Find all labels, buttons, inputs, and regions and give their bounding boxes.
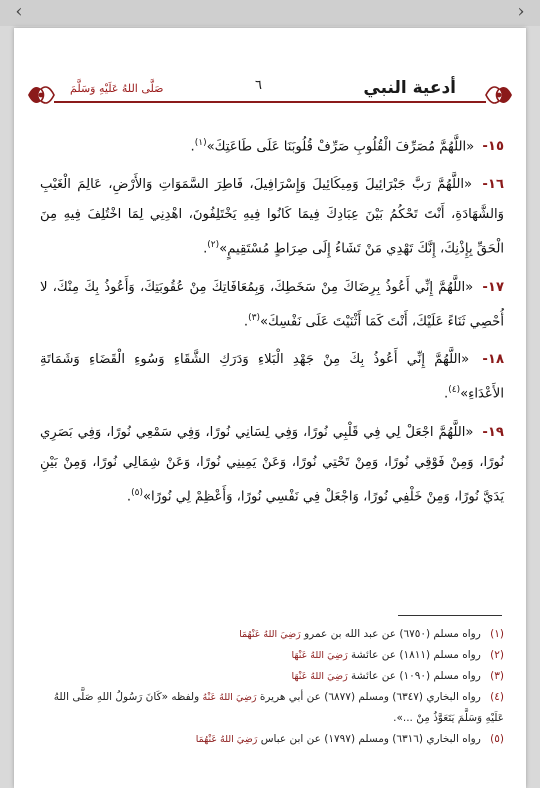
dua-item: ١٩- «اللَّهُمَّ اجْعَلْ لِي فِي قَلْبِي نُورًا، وَفِي لِسَانِي نُورًا، وَفِي سَمْعِي نُورًا، وَفِي بَصَرِي نُورًا، وَمِنْ فَوْقِي نُورًا، وَمِنْ تَحْتِي نُورًا، وَعَنْ يَمِينِي نُورًا، وَعَنْ شِمَالِي نُورًا، وَمِنْ بَيْنِ يَدَيَّ نُورًا، وَمِنْ خَلْفِي نُورًا، وَاجْعَلْ فِي نَفْسِي نُورًا، وَأَعْظِمْ لِي نُورًا»$^{(٥)}$. [40,424,504,504]
page-number: ٦ [250,78,267,93]
chevron-right-icon[interactable]: › [517,0,525,22]
page-title: أدعية النبي [357,78,462,98]
honorific: رَضِيَ اللهُ عَنْهُمَا [239,629,301,640]
dua-number: ١٦- [482,177,504,193]
viewer-toolbar [0,0,540,26]
dua-list [40,128,504,520]
honorific: رَضِيَ اللهُ عَنْهُ [202,692,257,703]
footnote-text: رواه مسلم (١٨١١) عن عائشة [351,649,481,661]
footnote-ref[interactable]: (١) [194,138,207,148]
footnote-ref[interactable]: (٤) [448,385,461,396]
dua-number: ١٥- [482,139,504,155]
dua-item: ١٦- «اللَّهُمَّ رَبَّ جَبْرَائِيلَ وَمِيكَائِيلَ وَإِسْرَافِيلَ، فَاطِرَ السَّمَوَاتِ وَالأَرْضِ، عَالِمَ الْغَيْبِ وَالشَّهَادَةِ، أَنْتَ تَحْكُمُ بَيْنَ عِبَادِكَ فِيمَا كَانُوا فِيهِ يَخْتَلِفُونَ، اهْدِنِي لِمَا اخْتُلِفَ فِيهِ مِنَ الْحَقِّ بِإِذْنِكَ، إِنَّكَ تَهْدِي مَنْ تَشَاءُ إِلَى صِرَاطٍ مُسْتَقِيمٍ»$^{(٢)}$. [40,177,504,257]
dua-number: ١٧- [482,279,504,295]
honorific: رَضِيَ اللهُ عَنْهَا [291,671,348,682]
ornament-left-icon [24,80,58,110]
footnote [40,645,504,666]
header-salawat: صَلَّى اللهُ عَلَيْهِ وَسَلَّمَ [66,82,168,95]
footnotes [40,624,504,750]
chevron-left-icon[interactable]: ‹ [15,0,23,22]
dua-text: «اللَّهُمَّ مُصَرِّفَ الْقُلُوبِ صَرِّفْ قُلُوبَنَا عَلَى طَاعَتِكَ» [206,139,475,155]
footnote [40,729,504,750]
dua-number: ١٨- [482,352,504,368]
dua-text: «اللَّهُمَّ رَبَّ جَبْرَائِيلَ وَمِيكَائِيلَ وَإِسْرَافِيلَ، فَاطِرَ السَّمَوَاتِ وَالأَرْضِ، عَالِمَ الْغَيْبِ وَالشَّهَادَةِ، أَنْتَ تَحْكُمُ بَيْنَ عِبَادِكَ فِيمَا كَانُوا فِيهِ يَخْتَلِفُونَ، اهْدِنِي لِمَا اخْتُلِفَ فِيهِ مِنَ الْحَقِّ بِإِذْنِكَ، إِنَّكَ تَهْدِي مَنْ تَشَاءُ إِلَى صِرَاطٍ مُسْتَقِيمٍ» [40,177,504,257]
footnote-number: (٥) [490,733,504,745]
book-page [14,28,526,788]
footnote-text: رواه مسلم (٦٧٥٠) عن عبد الله بن عمرو [304,628,481,640]
dua-item: ١٧- «اللَّهُمَّ إِنِّي أَعُوذُ بِرِضَاكَ مِنْ سَخَطِكَ، وَبِمُعَافَاتِكَ مِنْ عُقُوبَتِكَ، وَأَعُوذُ بِكَ مِنْكَ، لا أُحْصِي ثَنَاءً عَلَيْكَ، أَنْتَ كَمَا أَثْنَيْتَ عَلَى نَفْسِكَ»$^{(٣)}$. [40,279,504,330]
footnote-number: (٢) [490,649,504,661]
footnote [40,687,504,729]
footnote [40,666,504,687]
footnote-quote: ولفظه «كَانَ رَسُولُ اللهِ صَلَّى اللهُ عَلَيْهِ وَسَلَّمَ يَتَعَوَّذُ مِنْ ...». [53,691,504,724]
footnote-number: (٤) [490,691,504,703]
footnote-number: (١) [490,628,504,640]
dua-text: «اللَّهُمَّ إِنِّي أَعُوذُ بِكَ مِنْ جَهْدِ الْبَلاءِ وَدَرَكِ الشَّقَاءِ وَسُوءِ الْقَضَاءِ وَشَمَاتَةِ الأَعْدَاءِ» [40,352,504,402]
header-rule [54,101,486,103]
footnote-text: رواه البخاري (٦٣٤٧) ومسلم (٦٨٧٧) عن أبي هريرة [259,691,481,703]
dua-text: «اللَّهُمَّ إِنِّي أَعُوذُ بِرِضَاكَ مِنْ سَخَطِكَ، وَبِمُعَافَاتِكَ مِنْ عُقُوبَتِكَ، وَأَعُوذُ بِكَ مِنْكَ، لا أُحْصِي ثَنَاءً عَلَيْكَ، أَنْتَ كَمَا أَثْنَيْتَ عَلَى نَفْسِكَ» [40,279,504,330]
footnote-number: (٣) [490,670,504,682]
footnote-ref[interactable]: (٣) [248,312,260,323]
footnote-text: رواه البخاري (٦٣١٦) ومسلم (١٧٩٧) عن ابن عباس [260,733,481,745]
dua-item: ١٨- «اللَّهُمَّ إِنِّي أَعُوذُ بِكَ مِنْ جَهْدِ الْبَلاءِ وَدَرَكِ الشَّقَاءِ وَسُوءِ الْقَضَاءِ وَشَمَاتَةِ الأَعْدَاءِ»$^{(٤)}$. [40,352,504,402]
ornament-right-icon [482,80,516,110]
footnote [40,624,504,645]
dua-number: ١٩- [482,424,504,440]
footnote-ref[interactable]: (٢) [207,240,220,251]
footnote-text: رواه مسلم (١٠٩٠) عن عائشة [351,670,481,682]
dua-item: ١٥- «اللَّهُمَّ مُصَرِّفَ الْقُلُوبِ صَرِّفْ قُلُوبَنَا عَلَى طَاعَتِكَ»$^{(١)}$. [190,138,504,155]
footnote-divider [398,615,502,616]
dua-text: «اللَّهُمَّ اجْعَلْ لِي فِي قَلْبِي نُورًا، وَفِي لِسَانِي نُورًا، وَفِي سَمْعِي نُورًا، وَفِي بَصَرِي نُورًا، وَمِنْ فَوْقِي نُورًا، وَمِنْ تَحْتِي نُورًا، وَعَنْ يَمِينِي نُورًا، وَعَنْ شِمَالِي نُورًا، وَمِنْ بَيْنِ يَدَيَّ نُورًا، وَمِنْ خَلْفِي نُورًا، وَاجْعَلْ فِي نَفْسِي نُورًا، وَأَعْظِمْ لِي نُورًا» [40,424,504,504]
page-header [14,76,526,112]
honorific: رَضِيَ اللهُ عَنْهُمَا [195,734,258,745]
footnote-ref[interactable]: (٥) [131,487,143,498]
honorific: رَضِيَ اللهُ عَنْهَا [291,650,348,661]
